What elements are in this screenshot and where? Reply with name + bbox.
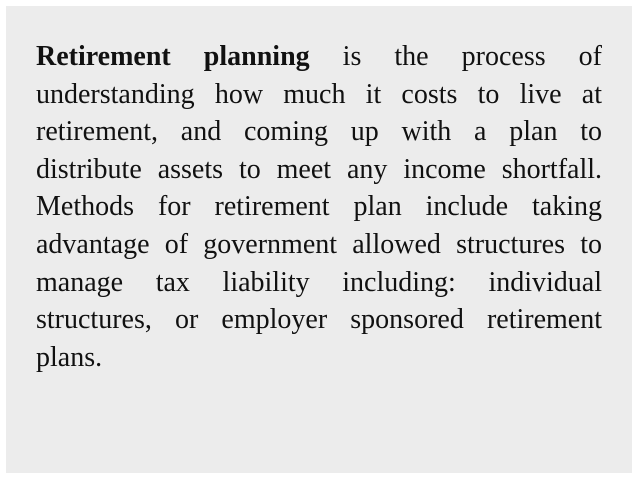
lead-term: Retirement planning <box>36 41 310 72</box>
content-panel <box>6 6 632 473</box>
definition-paragraph <box>36 38 602 376</box>
definition-body: is the process of understanding how much it costs to live at retirement, and coming up with a plan to distribute assets to meet any income shortfall. Methods for retirement plan include taking advantage of government allowed structures to manage tax liability including: individual structures, or employer sponsored retirement plans. <box>36 41 602 373</box>
